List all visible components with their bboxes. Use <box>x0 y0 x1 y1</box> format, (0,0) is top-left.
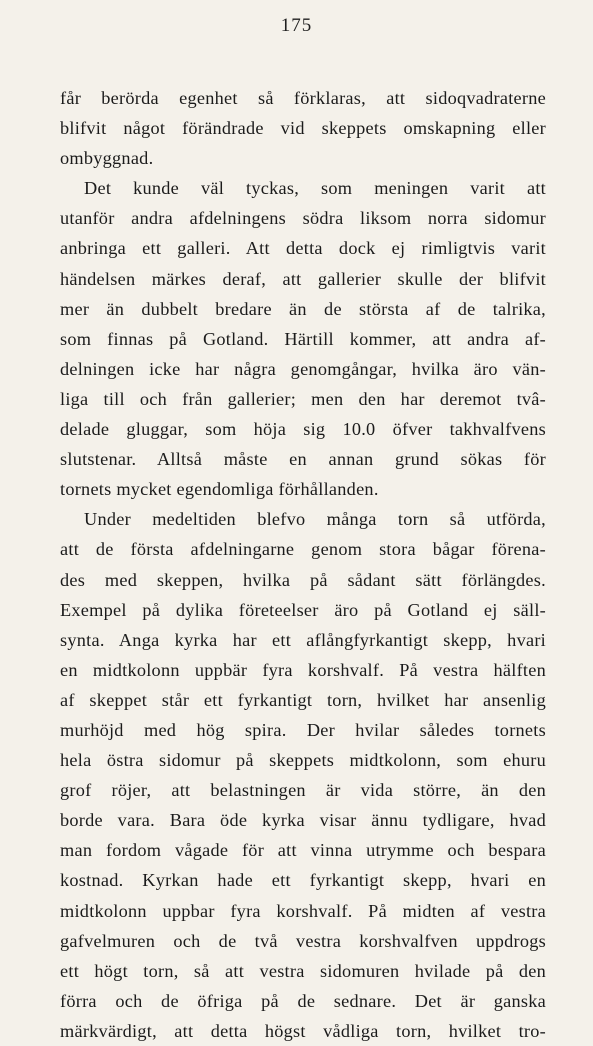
text-line: blifvit något förändrade vid skeppets omskapning eller <box>60 118 546 139</box>
text-line: ombyggnad. <box>60 148 154 169</box>
text-line: som finnas på Gotland. Härtill kommer, att andra af- <box>60 328 546 349</box>
text-line: murhöjd med hög spira. Der hvilar således tornets <box>60 719 546 740</box>
text-line: tornets mycket egendomliga förhållanden. <box>60 479 379 500</box>
page-number: 175 <box>280 15 313 36</box>
text-line: Under medeltiden blefvo många torn så utförda, <box>84 509 546 530</box>
text-line: liga till och från gallerier; men den har deremot tvâ- <box>60 388 546 409</box>
text-line: Exempel på dylika företeelser äro på Gotland ej säll- <box>60 599 546 620</box>
text-line: midtkolonn uppbar fyra korshvalf. På midten af vestra <box>60 900 546 921</box>
text-line: gafvelmuren och de två vestra korshvalfven uppdrogs <box>60 930 546 951</box>
text-line: att de första afdelningarne genom stora bågar förena- <box>60 539 546 560</box>
text-line: synta. Anga kyrka har ett aflångfyrkantigt skepp, hvari <box>60 629 546 650</box>
text-line: en midtkolonn uppbär fyra korshvalf. På vestra hälften <box>60 659 546 680</box>
text-line: man fordom vågade för att vinna utrymme och bespara <box>60 840 546 861</box>
text-line: mer än dubbelt bredare än de största af de talrika, <box>60 298 546 319</box>
text-line: anbringa ett galleri. Att detta dock ej rimligtvis varit <box>60 238 546 259</box>
text-line: utanför andra afdelningens södra liksom norra sidomur <box>60 208 546 229</box>
text-line: händelsen märkes deraf, att gallerier skulle der blifvit <box>60 268 546 289</box>
text-line: slutstenar. Alltså måste en annan grund sökas för <box>60 449 546 470</box>
text-line: hela östra sidomur på skeppets midtkolonn, som ehuru <box>60 750 546 771</box>
text-line: grof röjer, att belastningen är vida större, än den <box>60 780 546 801</box>
text-line: af skeppet står ett fyrkantigt torn, hvilket har ansenlig <box>60 689 546 710</box>
text-line: förra och de öfriga på de sednare. Det är ganska <box>60 990 546 1011</box>
text-line: borde vara. Bara öde kyrka visar ännu tydligare, hvad <box>60 810 546 831</box>
text-line: märkvärdigt, att detta högst vådliga torn, hvilket tro- <box>60 1020 546 1041</box>
text-line: får berörda egenhet så förklaras, att sidoqvadraterne <box>60 88 546 108</box>
text-line: ett högt torn, så att vestra sidomuren hvilade på den <box>60 960 546 981</box>
text-line: kostnad. Kyrkan hade ett fyrkantigt skepp, hvari en <box>60 870 546 891</box>
text-line: delade gluggar, som höja sig 10.0 öfver takhvalfvens <box>60 419 546 440</box>
text-line: delningen icke har några genomgångar, hvilka äro vän- <box>60 358 546 379</box>
text-line: Det kunde väl tyckas, som meningen varit att <box>84 178 546 199</box>
text-line: des med skeppen, hvilka på sådant sätt förlängdes. <box>60 569 546 590</box>
body-text <box>60 83 546 1046</box>
